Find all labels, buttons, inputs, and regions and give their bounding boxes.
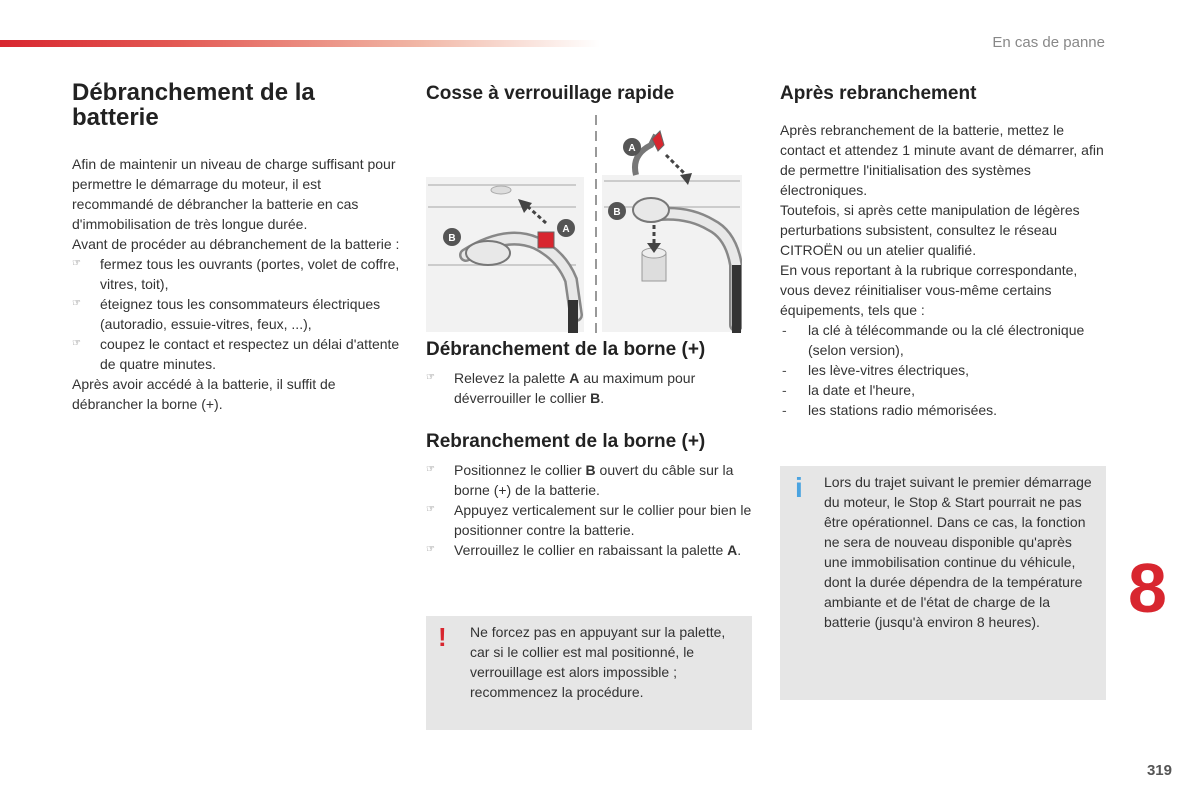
- info-icon: i: [795, 472, 803, 503]
- header-color-bar: [0, 40, 600, 47]
- reconnect-illustration: [602, 131, 742, 333]
- section-title-after-reconnect: Après rebranchement: [780, 83, 977, 104]
- section-title-reconnect: Rebranchement de la borne (+): [426, 431, 706, 452]
- info-box: [780, 466, 1106, 700]
- hand-pointer-icon: ☞: [72, 338, 81, 349]
- disconnect-illustration: [426, 177, 584, 333]
- list-item: ☞ Relevez la palette A au maximum pour déverrouiller le collier B.: [426, 370, 696, 406]
- info-text: Lors du trajet suivant le premier démarrage du moteur, le Stop & Start pourrait ne pas être opérationnel. Dans ce cas, la fonction ne sera de nouveau disponible qu'après une immobilisation continue du véhicule, dont la durée dépendra de la température ambiante et de l'état de charge de la batterie (jusqu'à environ 8 heures).: [824, 474, 1092, 630]
- list-item: - la clé à télécommande ou la clé électronique (selon version),: [782, 322, 1085, 358]
- reconnect-section: [426, 428, 752, 560]
- hand-pointer-icon: ☞: [72, 258, 81, 269]
- warning-text: Ne forcez pas en appuyant sur la palette, car si le collier est mal positionné, le verrouillage est alors impossible ; recommencez la procédure.: [470, 624, 726, 700]
- section-title-quick-lock: Cosse à verrouillage rapide: [426, 83, 675, 104]
- section-title-disconnect: Débranchement de la borne (+): [426, 339, 706, 360]
- list-item: ☞ fermez tous les ouvrants (portes, volet de coffre, vitres, toit),: [72, 256, 400, 292]
- hand-pointer-icon: ☞: [72, 298, 81, 309]
- column-after-reconnect: [780, 80, 1106, 420]
- page-title: Débranchement de la batterie: [72, 79, 315, 131]
- reconnect-steps: [426, 460, 752, 560]
- section-name: En cas de panne: [992, 34, 1105, 51]
- hand-pointer-icon: ☞: [426, 544, 435, 555]
- warning-exclamation-icon: !: [438, 622, 447, 652]
- after-paragraph: Après avoir accédé à la batterie, il suffit de débrancher la borne (+).: [72, 376, 336, 412]
- before-paragraph: Avant de procéder au débranchement de la batterie :: [72, 236, 400, 252]
- list-item: ☞ Appuyez verticalement sur le collier pour bien le positionner contre la batterie.: [426, 502, 752, 538]
- after-paragraph-3: En vous reportant à la rubrique correspondante, vous devez réinitialiser vous-même certains équipements, tels que :: [780, 262, 1078, 318]
- list-item: - la date et l'heure,: [782, 382, 915, 398]
- column-quick-lock-terminal: [426, 80, 752, 108]
- list-item: - les stations radio mémorisées.: [782, 402, 998, 418]
- warning-box: [426, 616, 752, 730]
- svg-text:A: A: [628, 143, 636, 154]
- list-item: - les lève-vitres électriques,: [782, 362, 970, 378]
- page-number: 319: [1146, 762, 1172, 779]
- after-paragraph-2: Toutefois, si après cette manipulation de légères perturbations subsistent, consultez le réseau CITROËN ou un atelier qualifié.: [780, 202, 1080, 258]
- list-item: ☞ Positionnez le collier B ouvert du câble sur la borne (+) de la batterie.: [426, 462, 734, 498]
- hand-pointer-icon: ☞: [426, 464, 435, 475]
- chapter-number: 8: [1128, 549, 1167, 627]
- svg-text:A: A: [562, 224, 570, 235]
- battery-terminal-illustration: [426, 115, 742, 333]
- list-item: ☞ Verrouillez le collier en rabaissant la palette A.: [426, 542, 742, 558]
- hand-pointer-icon: ☞: [426, 504, 435, 515]
- svg-text:B: B: [613, 207, 621, 218]
- reset-equipment-list: [780, 320, 1106, 420]
- after-paragraph-1: Après rebranchement de la batterie, mettez le contact et attendez 1 minute avant de démarrer, afin de permettre l'initialisation des systèmes électroniques.: [780, 122, 1104, 198]
- disconnect-steps: [426, 368, 752, 408]
- list-item: ☞ éteignez tous les consommateurs électriques (autoradio, essuie-vitres, feux, ...),: [72, 296, 381, 332]
- hand-pointer-icon: ☞: [426, 372, 435, 383]
- intro-paragraph: Afin de maintenir un niveau de charge suffisant pour permettre le démarrage du moteur, il est recommandé de débrancher la batterie en cas d'immobilisation de très longue durée.: [72, 156, 396, 232]
- preparation-list: [72, 254, 402, 374]
- column-disconnect-battery: [72, 80, 402, 414]
- list-item: ☞ coupez le contact et respectez un délai d'attente de quatre minutes.: [72, 336, 400, 372]
- svg-text:B: B: [448, 233, 456, 244]
- disconnect-section: [426, 336, 752, 408]
